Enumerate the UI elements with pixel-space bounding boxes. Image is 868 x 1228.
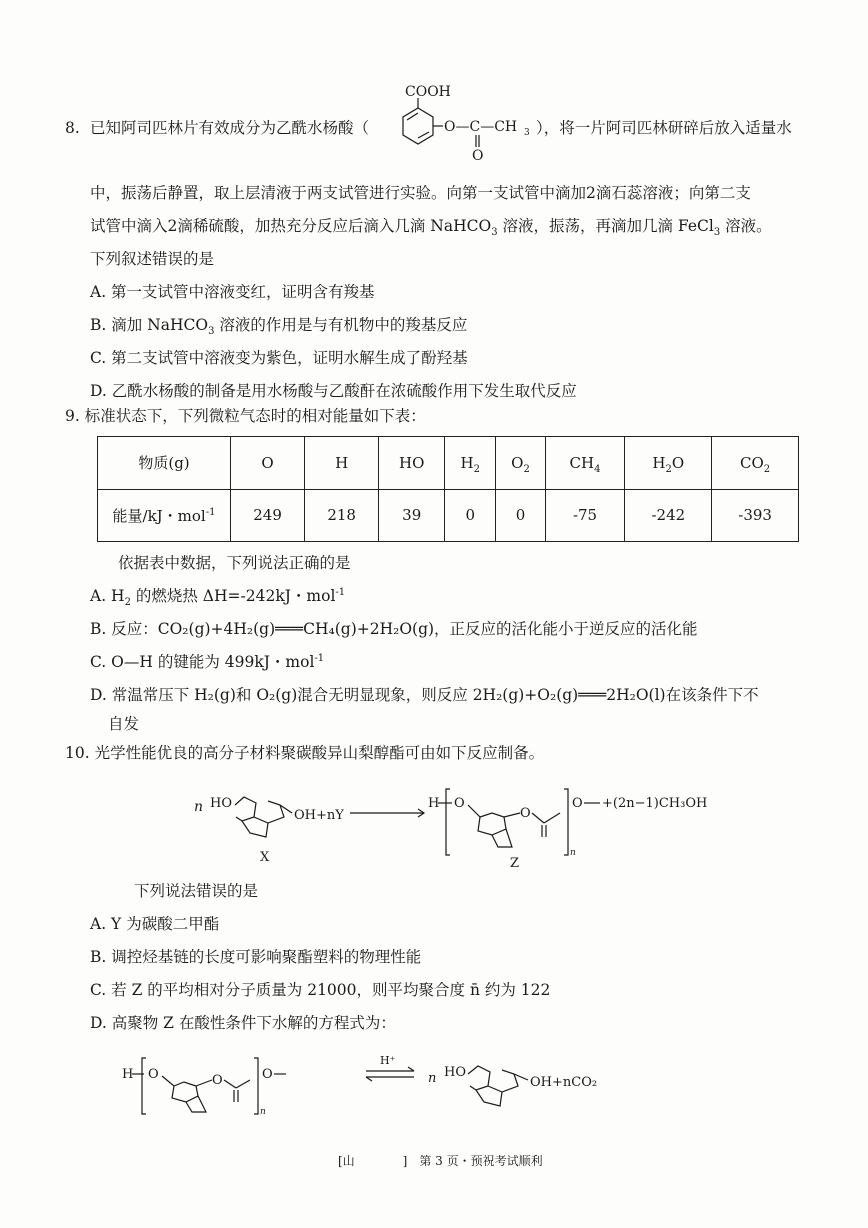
table-header-cell: $H_2$: [445, 437, 496, 490]
table-header-row: [98, 437, 799, 490]
q9-intro: 依据表中数据，下列说法正确的是: [118, 554, 351, 572]
q8-stem-end: ），将一片阿司匹林研碎后放入适量水: [536, 119, 792, 137]
hyd-tail: OH+nCO₂: [530, 1075, 598, 1090]
rxn-x-ho: HO: [210, 796, 232, 811]
table-row-label: 能量/kJ・mol$^{-1}$: [98, 489, 231, 542]
q10-option-c: C. 若 Z 的平均相对分子质量为 21000，则平均聚合度 n̄ 约为 122: [90, 981, 551, 999]
q9-stem: 9. 标准状态下，下列微粒气态时的相对能量如下表：: [65, 407, 426, 425]
q8-option-c: C. 第二支试管中溶液变为紫色，证明水解生成了酚羟基: [90, 349, 468, 367]
q10-option-b: B. 调控烃基链的长度可影响聚酯塑料的物理性能: [90, 948, 422, 966]
rxn-z-o3: O: [572, 796, 583, 811]
q8-prompt: 下列叙述错误的是: [90, 250, 215, 268]
aspirin-cooh: COOH: [405, 84, 451, 100]
table-header-cell: $CO_2$: [712, 437, 799, 490]
aspirin-structure: [388, 80, 548, 170]
rxn-z-o2: O: [520, 806, 531, 821]
q8-number: 8.: [65, 119, 80, 137]
q9-option-c: C. O—H 的键能为 499kJ・mol$^{-1}$: [90, 652, 325, 671]
rxn-x-oh-ny: OH+nY: [294, 808, 344, 823]
hyd-n-coefficient: n: [428, 1071, 437, 1086]
table-header-cell: O: [231, 437, 305, 490]
q8-stem-start: 已知阿司匹林片有效成分为乙酰水杨酸（: [90, 119, 370, 137]
page-footer: [山 ] 第 3 页・预祝考试顺利: [338, 1154, 543, 1168]
q10-option-d: D. 高聚物 Z 在酸性条件下水解的方程式为：: [90, 1014, 396, 1032]
table-cell: -393: [712, 489, 799, 542]
table-header-cell: H: [305, 437, 379, 490]
polymerization-reaction: [180, 775, 740, 875]
table-header-cell: 物质(g): [98, 437, 231, 490]
q9-option-d-cont: 自发: [108, 715, 140, 733]
hyd-h: H: [122, 1067, 134, 1082]
aspirin-sub3: 3: [524, 128, 530, 138]
energy-table: [97, 436, 799, 542]
q9-option-d: D. 常温常压下 H₂(g)和 O₂(g)混合无明显现象，则反应 2H₂(g)+O₂(g)═══2H₂O(l)在该条件下不: [90, 686, 759, 704]
table-cell: 0: [496, 489, 545, 542]
hyd-subscript-n: n: [260, 1107, 266, 1117]
table-header-cell: $O_2$: [496, 437, 545, 490]
q8-line2: 中，振荡后静置，取上层清液于两支试管进行实验。向第一支试管中滴加2滴石蕊溶液；向第二支: [90, 184, 751, 202]
q8-option-a: A. 第一支试管中溶液变红，证明含有羧基: [90, 283, 375, 301]
hyd-catalyst: H⁺: [380, 1054, 396, 1067]
hyd-o: O: [148, 1067, 159, 1082]
isosorbide-z-ring: [468, 805, 560, 847]
table-cell: 39: [379, 489, 445, 542]
isosorbide-x-ring: [235, 797, 292, 837]
rxn-z-tail: +(2n−1)CH₃OH: [602, 796, 708, 811]
isosorbide-product-ring: [468, 1066, 528, 1106]
rxn-x-label: X: [260, 850, 270, 865]
isosorbide-hyd-ring: [162, 1076, 250, 1112]
table-cell: 249: [231, 489, 305, 542]
aspirin-chain: O—C—CH: [444, 119, 518, 135]
rxn-z-h: H: [428, 796, 440, 811]
table-row: [98, 489, 799, 542]
q10-stem: 10. 光学性能优良的高分子材料聚碳酸异山梨醇酯可由如下反应制备。: [65, 744, 545, 762]
table-cell: 218: [305, 489, 379, 542]
table-header-cell: $CH_4$: [545, 437, 625, 490]
hyd-o2: O: [212, 1073, 223, 1088]
rxn-z-label: Z: [510, 856, 520, 871]
table-header-cell: HO: [379, 437, 445, 490]
aspirin-carbonyl-o: O: [472, 148, 484, 164]
q8-line3: 试管中滴入2滴稀硫酸，加热充分反应后滴入几滴 NaHCO$_3$ 溶液，振荡，再滴加几滴 FeCl$_3$ 溶液。: [90, 217, 772, 239]
q8-option-b: B. 滴加 NaHCO$_3$ 溶液的作用是与有机物中的羧基反应: [90, 316, 468, 338]
table-cell: -75: [545, 489, 625, 542]
q8-option-d: D. 乙酰水杨酸的制备是用水杨酸与乙酸酐在浓硫酸作用下发生取代反应: [90, 382, 577, 400]
table-cell: 0: [445, 489, 496, 542]
q9-option-a: A. $H_2$ 的燃烧热 ΔH=-242kJ・mol$^{-1}$: [90, 586, 346, 609]
rxn-z-o: O: [454, 796, 465, 811]
hyd-o3: O: [262, 1067, 273, 1082]
hyd-ho: HO: [444, 1065, 466, 1080]
table-header-cell: $H_2O$: [625, 437, 712, 490]
hydrolysis-reaction: [118, 1040, 738, 1120]
rxn-z-subscript-n: n: [570, 848, 576, 858]
rxn-n-coefficient: n: [194, 799, 204, 815]
q10-intro: 下列说法错误的是: [134, 882, 259, 900]
table-cell: -242: [625, 489, 712, 542]
q10-option-a: A. Y 为碳酸二甲酯: [90, 915, 220, 933]
q9-option-b: B. 反应：CO₂(g)+4H₂(g)═══CH₄(g)+2H₂O(g)，正反应的活化能小于逆反应的活化能: [90, 620, 698, 638]
